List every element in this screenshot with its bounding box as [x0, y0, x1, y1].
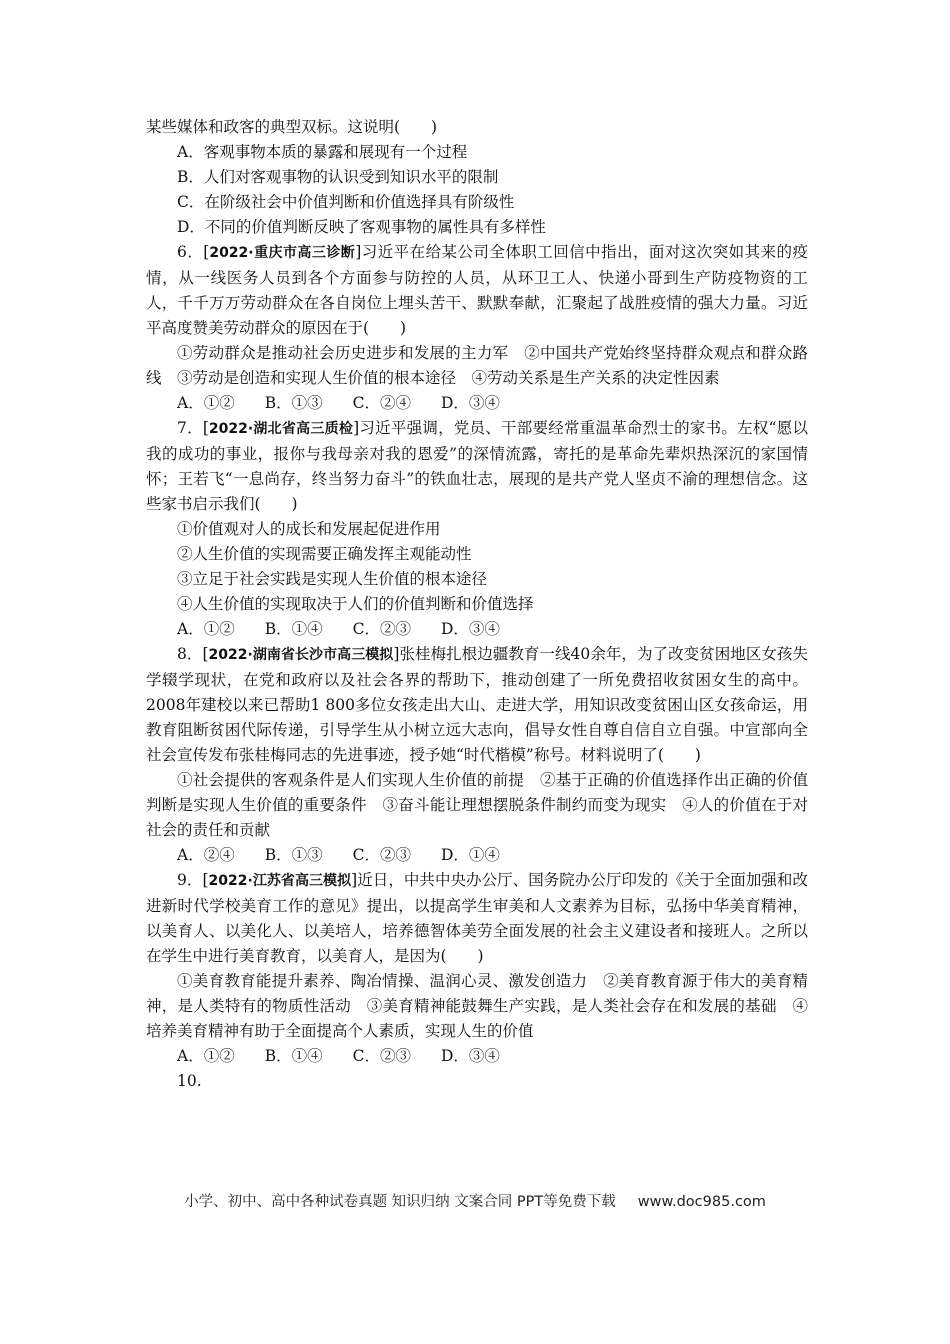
question-content	[146, 115, 808, 1094]
question-7-choice-a: A．①②	[177, 620, 235, 638]
question-7-stem-text: ]习近平强调，党员、干部要经常重温革命烈士的家书。左权“愿以我的成功的事业，报你与我母亲对我的恩爱”的深情流露，寄托的是革命先辈炽热深沉的家国情怀；王若飞“一息尚存，终当努力奋斗”的铁血壮志，展现的是共产党人坚贞不渝的理想信念。这些家书启示我们( )	[146, 419, 808, 513]
question-9	[146, 868, 808, 1069]
question-7-choice-c: C．②③	[352, 620, 411, 638]
question-9-choice-a: A．①②	[177, 1047, 235, 1065]
question-7-choices	[146, 617, 808, 642]
question-5-stem: 某些媒体和政客的典型双标。这说明( )	[146, 118, 438, 136]
question-6-stem-text: ]习近平在给某公司全体职工回信中指出，面对这次突如其来的疫情，从一线医务人员到各个方面参与防控的人员，从环卫工人、快递小哥到生产防疫物资的工人，千千万万劳动群众在各自岗位上埋头苦干、默默奉献，汇聚起了战胜疫情的强大力量。习近平高度赞美劳动群众的原因在于( )	[146, 243, 808, 337]
question-5	[146, 115, 808, 240]
question-6-choice-d: D．③④	[440, 394, 500, 412]
footer-link[interactable]: www.doc985.com	[637, 1194, 766, 1210]
question-9-source-tag: 2022·江苏省高三模拟	[208, 873, 352, 889]
question-6	[146, 240, 808, 416]
page-footer	[0, 1190, 950, 1211]
question-7	[146, 416, 808, 642]
question-8-stem-text: ]张桂梅扎根边疆教育一线40余年，为了改变贫困地区女孩失学辍学现状，在党和政府以及社会各界的帮助下，推动创建了一所免费招收贫困女生的高中。2008年建校以来已帮助1 800多位女孩走出大山、走进大学，用知识改变贫困山区女孩命运，用教育阻断贫困代际传递，引导学生从小树立远大志向，倡导女性自尊自信自立自强。中宣部向全社会宣传发布张桂梅同志的先进事迹，授予她“时代楷模”称号。材料说明了( )	[146, 645, 808, 764]
question-9-stem	[146, 868, 808, 969]
question-8	[146, 642, 808, 868]
question-8-choice-c: C．②③	[352, 846, 411, 864]
question-7-statement-2: ②人生价值的实现需要正确发挥主观能动性	[177, 545, 472, 563]
question-8-choices	[146, 843, 808, 868]
question-9-number: 9．[	[177, 871, 209, 889]
question-8-choice-b: B．①③	[264, 846, 323, 864]
question-8-source-tag: 2022·湖南省长沙市高三模拟	[208, 647, 394, 663]
question-7-source-tag: 2022·湖北省高三质检	[208, 421, 354, 437]
question-7-choice-d: D．③④	[440, 620, 500, 638]
question-8-statements: ①社会提供的客观条件是人们实现人生价值的前提 ②基于正确的价值选择作出正确的价值判断是实现人生价值的重要条件 ③奋斗能让理想摆脱条件制约而变为现实 ④人的价值在于对社会的责任和贡献	[146, 771, 808, 839]
question-9-choice-c: C．②③	[352, 1047, 411, 1065]
question-7-number: 7．[	[177, 419, 209, 437]
question-8-stem	[146, 642, 808, 768]
question-6-choice-c: C．②④	[352, 394, 411, 412]
question-5-option-a: A．客观事物本质的暴露和展现有一个过程	[177, 143, 468, 161]
question-9-stem-text: ]近日，中共中央办公厅、国务院办公厅印发的《关于全面加强和改进新时代学校美育工作的意见》提出，以提高学生审美和人文素养为目标，弘扬中华美育精神，以美育人、以美化人、以美培人，培养德智体美劳全面发展的社会主义建设者和接班人。之所以在学生中进行美育教育，以美育人，是因为( )	[146, 871, 808, 965]
question-7-stem	[146, 416, 808, 517]
question-6-source-tag: 2022·重庆市高三诊断	[209, 245, 356, 261]
question-7-statement-1: ①价值观对人的成长和发展起促进作用	[177, 520, 441, 538]
question-6-choice-b: B．①③	[264, 394, 323, 412]
question-8-choice-a: A．②④	[177, 846, 235, 864]
question-9-choices	[146, 1044, 808, 1069]
question-5-option-b: B．人们对客观事物的认识受到知识水平的限制	[177, 168, 499, 186]
question-6-statements: ①劳动群众是推动社会历史进步和发展的主力军 ②中国共产党始终坚持群众观点和群众路线 ③劳动是创造和实现人生价值的根本途径 ④劳动关系是生产关系的决定性因素	[146, 344, 808, 387]
question-8-choice-d: D．①④	[440, 846, 500, 864]
question-6-choices	[146, 391, 808, 416]
footer-text: 小学、初中、高中各种试卷真题 知识归纳 文案合同 PPT等免费下载	[184, 1194, 616, 1210]
question-7-choice-b: B．①④	[264, 620, 323, 638]
question-5-option-d: D．不同的价值判断反映了客观事物的属性具有多样性	[177, 218, 546, 236]
question-10	[146, 1069, 808, 1094]
question-9-choice-d: D．③④	[440, 1047, 500, 1065]
question-6-choice-a: A．①②	[177, 394, 235, 412]
question-7-statement-3: ③立足于社会实践是实现人生价值的根本途径	[177, 570, 488, 588]
question-7-statement-4: ④人生价值的实现取决于人们的价值判断和价值选择	[177, 595, 534, 613]
question-6-number: 6．[	[177, 243, 210, 261]
question-9-statements: ①美育教育能提升素养、陶冶情操、温润心灵、激发创造力 ②美育教育源于伟大的美育精神，是人类特有的物质性活动 ③美育精神能鼓舞生产实践，是人类社会存在和发展的基础 ④培养美育精神有助于全面提高个人素质，实现人生的价值	[146, 972, 808, 1040]
question-6-stem	[146, 240, 808, 341]
question-8-number: 8．[	[177, 645, 209, 663]
question-5-option-c: C．在阶级社会中价值判断和价值选择具有阶级性	[177, 193, 515, 211]
question-10-number: 10.	[177, 1072, 202, 1090]
question-9-choice-b: B．①④	[264, 1047, 323, 1065]
